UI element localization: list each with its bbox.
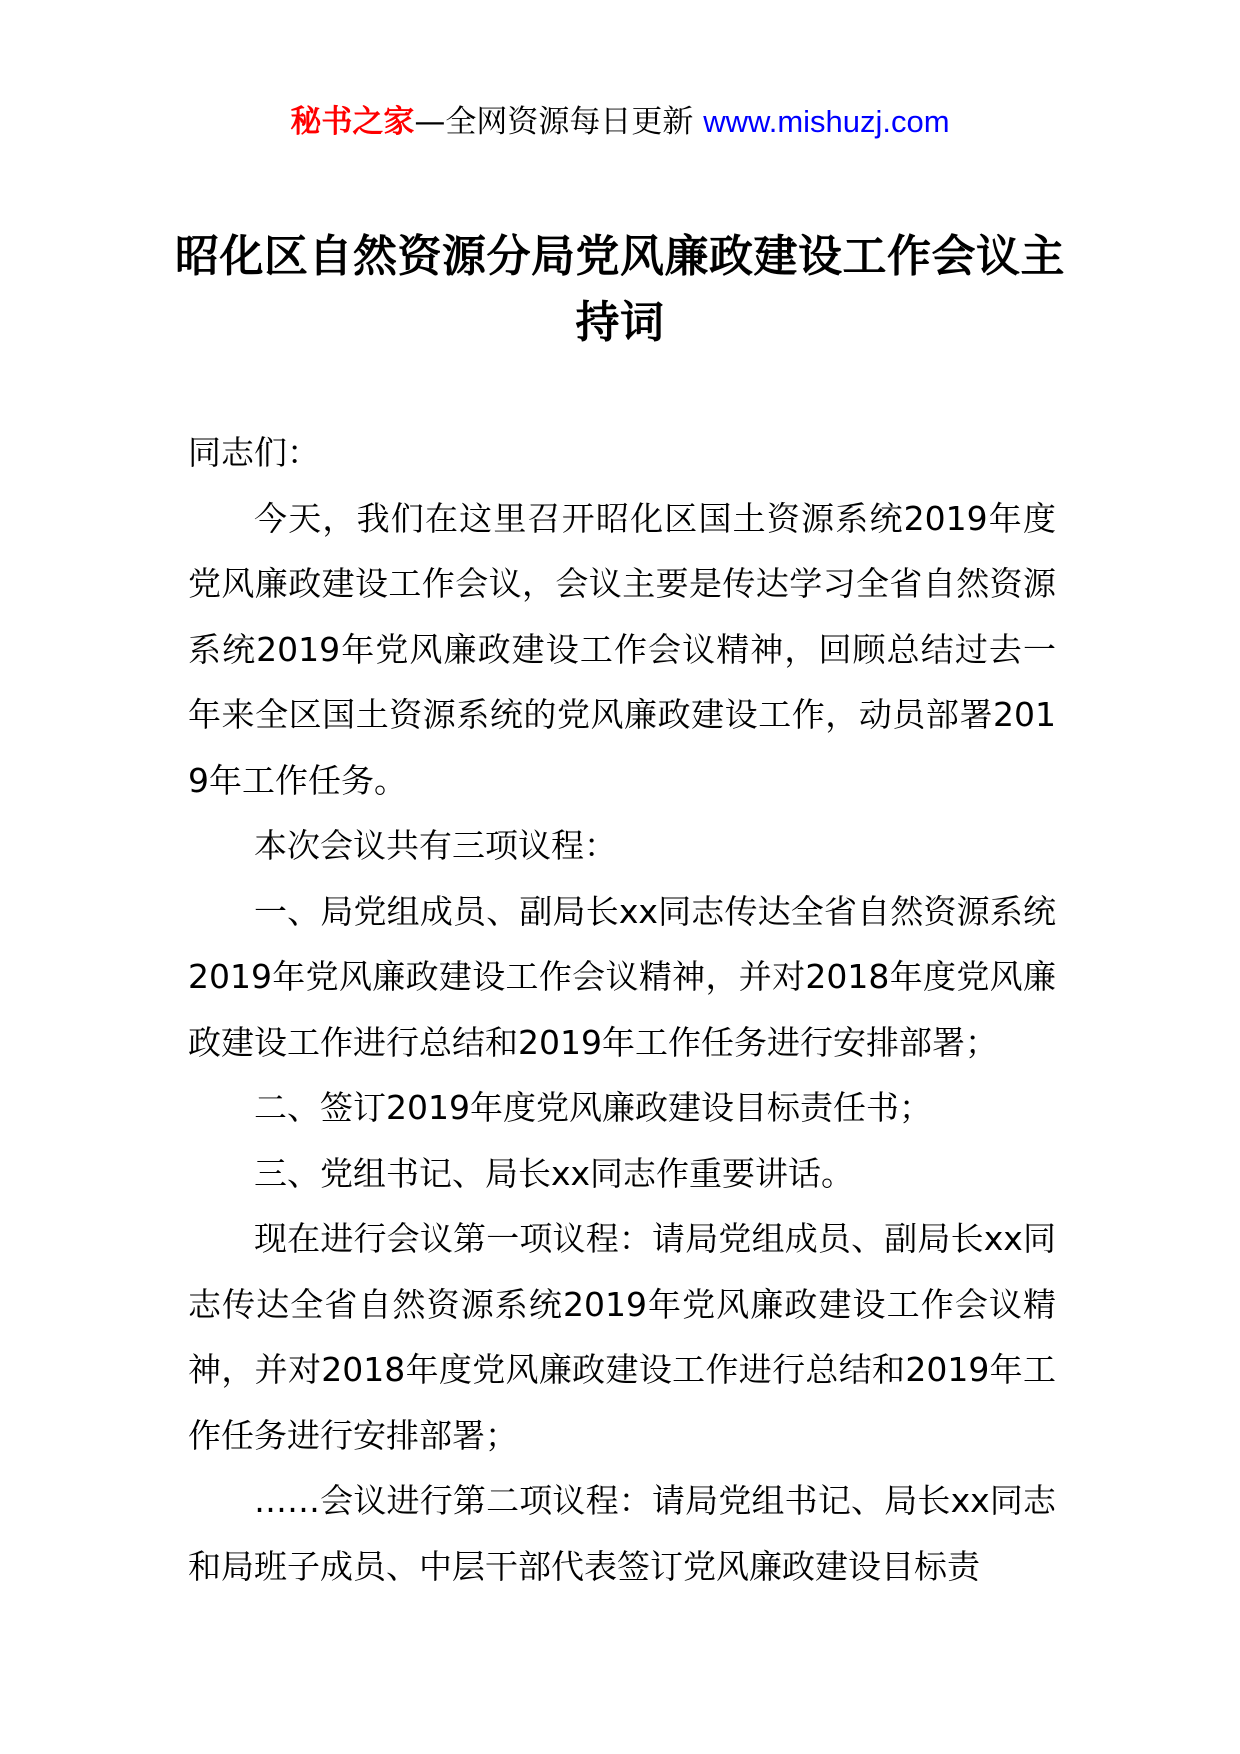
site-slogan: —全网资源每日更新: [414, 104, 704, 140]
salutation: 同志们：: [188, 433, 320, 472]
paragraph-agenda-item-3: 三、党组书记、局长xx同志作重要讲话。: [254, 1153, 855, 1193]
paragraph-agenda-intro: 本次会议共有三项议程：: [254, 826, 617, 865]
paragraph-agenda-item-2: 二、签订2019年度党风廉政建设目标责任书；: [254, 1088, 932, 1127]
site-header: [0, 102, 1240, 142]
paragraph-agenda-item-1: 一、局党组成员、副局长xx同志传达全省自然资源系统2019年党风廉政建设工作会议精神，并对2018年度党风廉政建设工作进行总结和2019年工作任务进行安排部署；: [188, 891, 1056, 1062]
site-url-link[interactable]: www.mishuzj.com: [703, 104, 950, 139]
site-name: 秘书之家: [290, 104, 415, 140]
paragraph-first-item: 现在进行会议第一项议程：请局党组成员、副局长xx同志传达全省自然资源系统2019年党风廉政建设工作会议精神，并对2018年度党风廉政建设工作进行总结和2019年工作任务进行安排部署；: [188, 1219, 1056, 1455]
paragraph-second-item: ……会议进行第二项议程：请局党组书记、局长xx同志和局班子成员、中层干部代表签订党风廉政建设目标责: [188, 1481, 1056, 1586]
paragraph-opening: 今天，我们在这里召开昭化区国土资源系统2019年度党风廉政建设工作会议，会议主要是传达学习全省自然资源系统2019年党风廉政建设工作会议精神，回顾总结过去一年来全区国土资源系统的党风廉政建设工作，动员部署2019年工作任务。: [188, 498, 1056, 800]
document-body: [188, 420, 1056, 1599]
document-title: 昭化区自然资源分局党风廉政建设工作会议主持词: [175, 231, 1065, 348]
